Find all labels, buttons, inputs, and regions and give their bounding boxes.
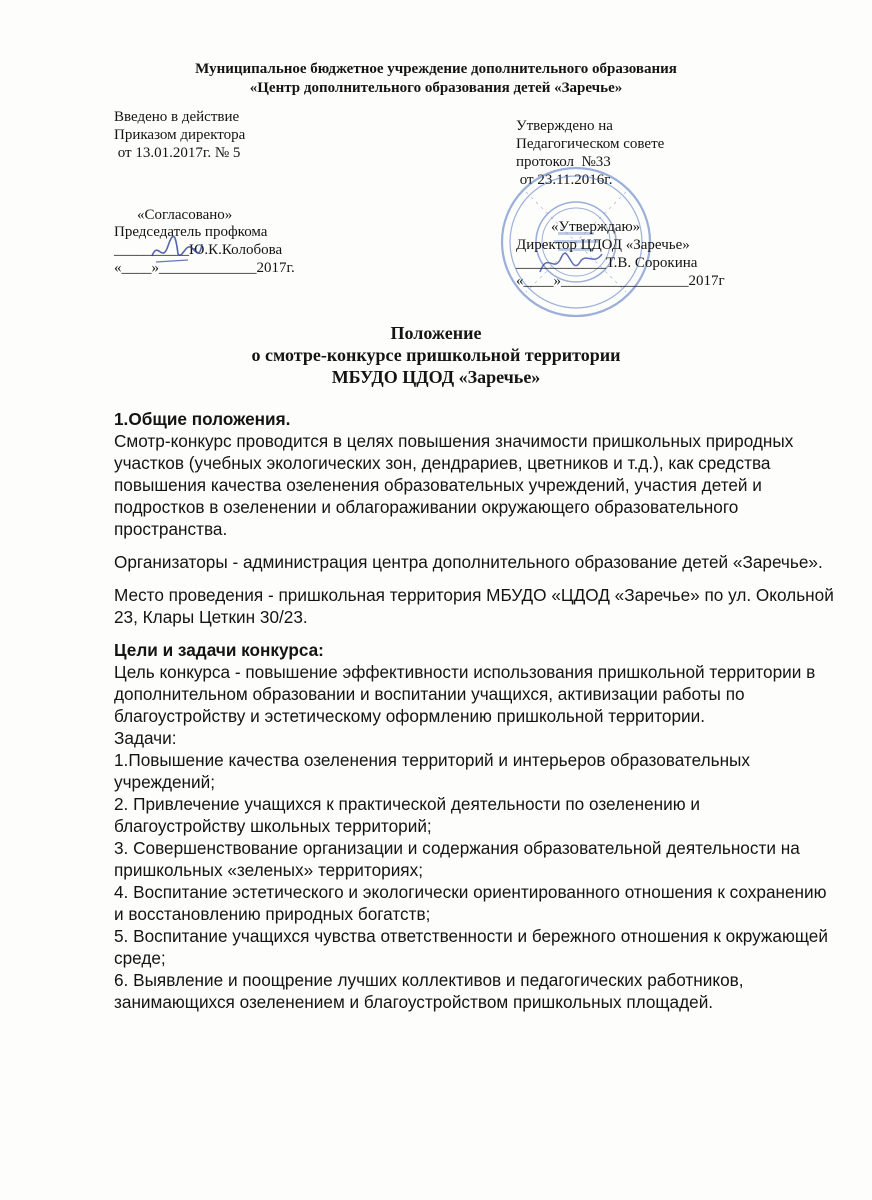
- handwritten-signature-sorokina: [536, 246, 606, 280]
- section1-heading: 1.Общие положения.: [114, 409, 291, 429]
- document-body: [114, 408, 834, 1013]
- approved-signature-line: ____________Т.В. Сорокина: [516, 255, 698, 271]
- task-item: 3. Совершенствование организации и содержания образовательной деятельности на пришкольных «зеленых» территориях;: [114, 838, 800, 880]
- title-line2: о смотре-конкурсе пришкольной территории: [251, 345, 621, 365]
- council-line2: Педагогическом совете: [516, 136, 665, 152]
- task-item: 1.Повышение качества озеленения территорий и интерьеров образовательных учреждений;: [114, 750, 751, 792]
- section2-goal: Цель конкурса - повышение эффективности использования пришкольной территории в дополнительном образовании и воспитании учащихся, активизации работы по благоустройству и эстетическому оформлению пришкольной территории.: [114, 662, 816, 726]
- agreed-role: Председатель профкома: [114, 224, 268, 240]
- title-line3: МБУДО ЦДОД «Заречье»: [331, 367, 541, 387]
- section1-paragraph3: Место проведения - пришкольная территория МБУДО «ЦДОД «Заречье» по ул. Окольной 23, Клары Цеткин 30/23.: [114, 585, 834, 627]
- institution-name-line2: «Центр дополнительного образования детей «Заречье»: [249, 80, 623, 96]
- approved-date-line: «____»_________________2017г: [516, 273, 725, 289]
- enacted-line2: Приказом директора: [114, 127, 246, 143]
- enacted-line3: от 13.01.2017г. № 5: [114, 145, 241, 161]
- council-line3: протокол №33: [516, 154, 611, 170]
- council-line4: от 23.11.2016г.: [516, 172, 613, 188]
- section1-paragraph2: Организаторы - администрация центра дополнительного образование детей «Заречье».: [114, 552, 823, 572]
- approved-label: «Утверждаю»: [551, 219, 641, 235]
- agreed-date-line: «____»_____________2017г.: [114, 260, 295, 276]
- task-item: 2. Привлечение учащихся к практической деятельности по озеленению и благоустройству школьных территорий;: [114, 794, 701, 836]
- task-item: 4. Воспитание эстетического и экологически ориентированного отношения к сохранению и восстановлению природных богатств;: [114, 882, 827, 924]
- task-item: 5. Воспитание учащихся чувства ответственности и бережного отношения к окружающей среде;: [114, 926, 828, 968]
- section1-paragraph1: Смотр-конкурс проводится в целях повышения значимости пришкольных природных участков (учебных экологических зон, дендрариев, цветников и т.д.), как средства повышения качества озеленения образовательных учреждений, участия детей и подростков в озеленении и облагораживании окружающего образовательного пространства.: [114, 431, 794, 539]
- enacted-line1: Введено в действие: [114, 109, 240, 125]
- tasks-label: Задачи:: [114, 728, 177, 748]
- task-item: 6. Выявление и поощрение лучших коллективов и педагогических работников, занимающихся озеленением и благоустройством пришкольных площадей.: [114, 970, 744, 1012]
- title-line1: Положение: [390, 323, 482, 343]
- agreed-signature-line: __________Ю.К.Колобова: [114, 242, 283, 258]
- section2-heading: Цели и задачи конкурса:: [114, 640, 324, 660]
- handwritten-signature-kolobova: [148, 234, 204, 266]
- approved-role: Директор ЦДОД «Заречье»: [516, 237, 690, 253]
- institution-name-line1: Муниципальное бюджетное учреждение дополнительного образования: [195, 61, 677, 77]
- agreed-label: «Согласовано»: [137, 207, 233, 223]
- council-line1: Утверждено на: [516, 118, 613, 134]
